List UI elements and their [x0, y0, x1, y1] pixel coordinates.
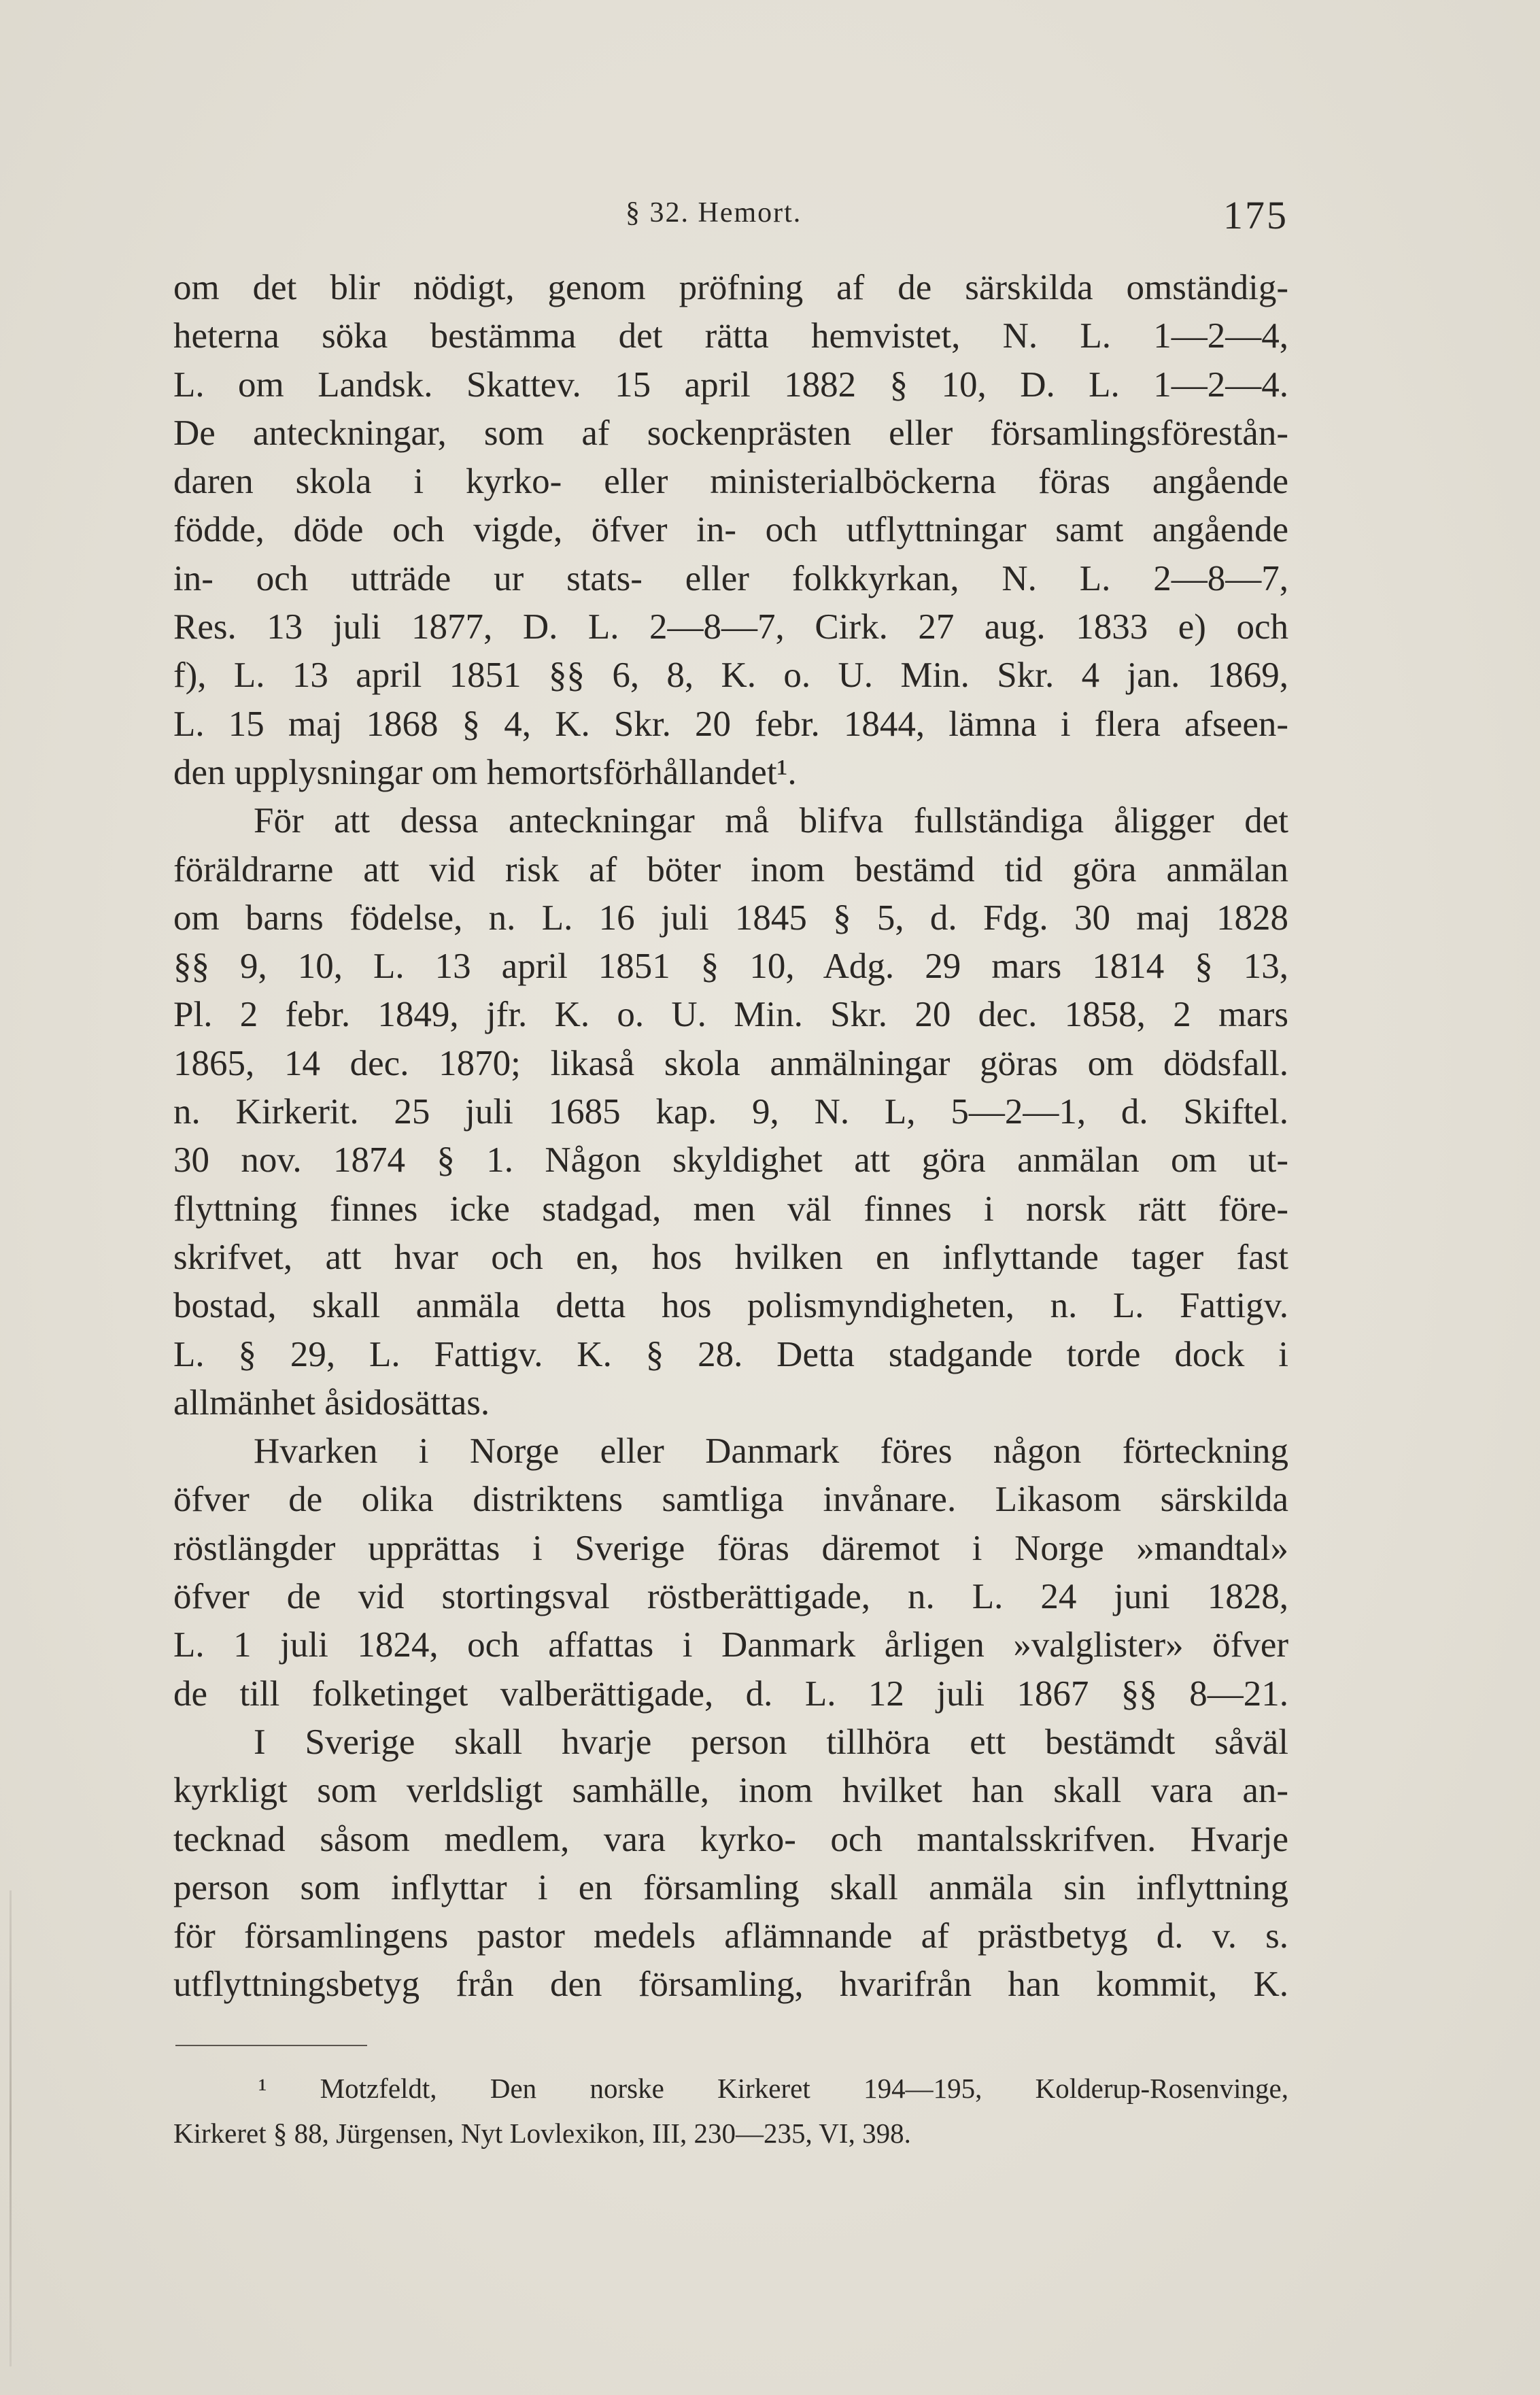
text-line: De anteckningar, som af sockenprästen eller församlingsförestån-	[173, 413, 1288, 453]
text-line: Pl. 2 febr. 1849, jfr. K. o. U. Min. Skr. 20 dec. 1858, 2 mars	[173, 995, 1288, 1035]
text-line: person som inflyttar i en församling skall anmäla sin inflyttning	[173, 1867, 1288, 1907]
page-header	[173, 187, 1288, 241]
footnote-line: ¹ Motzfeldt, Den norske Kirkeret 194—195, Kolderup-Rosenvinge,	[258, 2073, 1288, 2104]
paragraph-2	[173, 797, 1288, 1427]
text-line: heterna söka bestämma det rätta hemvistet, N. L. 1—2—4,	[173, 316, 1288, 356]
text-line: utflyttningsbetyg från den församling, hvarifrån han kommit, K.	[173, 1965, 1288, 2005]
text-line: allmänhet åsidosättas.	[173, 1382, 490, 1423]
text-line: 30 nov. 1874 § 1. Någon skyldighet att göra anmälan om ut-	[173, 1140, 1288, 1180]
body-text	[173, 264, 1288, 2009]
page-edge-shadow	[10, 1890, 12, 2366]
text-line: den upplysningar om hemortsförhållandet¹.	[173, 752, 797, 792]
text-line: flyttning finnes icke stadgad, men väl finnes i norsk rätt före-	[173, 1189, 1288, 1229]
text-line: skrifvet, att hvar och en, hos hvilken en inflyttande tager fast	[173, 1237, 1288, 1277]
text-line: öfver de olika distriktens samtliga invånare. Likasom särskilda	[173, 1480, 1288, 1520]
text-line: Hvarken i Norge eller Danmark föres någon förteckning	[254, 1431, 1288, 1472]
text-line: bostad, skall anmäla detta hos polismyndigheten, n. L. Fattigv.	[173, 1286, 1288, 1326]
text-line: öfver de vid stortingsval röstberättigade, n. L. 24 juni 1828,	[173, 1577, 1288, 1617]
text-line: kyrkligt som verldsligt samhälle, inom hvilket han skall vara an-	[173, 1771, 1288, 1811]
text-line: de till folketinget valberättigade, d. L. 12 juli 1867 §§ 8—21.	[173, 1674, 1288, 1714]
text-line: in- och utträde ur stats- eller folkkyrkan, N. L. 2—8—7,	[173, 558, 1288, 598]
paragraph-3	[173, 1427, 1288, 1718]
text-line: daren skola i kyrko- eller ministerialböckerna föras angående	[173, 462, 1288, 502]
text-line: födde, döde och vigde, öfver in- och utflyttningar samt angående	[173, 510, 1288, 550]
text-line: n. Kirkerit. 25 juli 1685 kap. 9, N. L, 5—2—1, d. Skiftel.	[173, 1092, 1288, 1132]
footnote-line: Kirkeret § 88, Jürgensen, Nyt Lovlexikon, III, 230—235, VI, 398.	[173, 2118, 911, 2149]
paragraph-1	[173, 264, 1288, 797]
text-line: Res. 13 juli 1877, D. L. 2—8—7, Cirk. 27 aug. 1833 e) och	[173, 607, 1288, 647]
footnote-rule	[175, 2045, 367, 2046]
text-line: tecknad såsom medlem, vara kyrko- och mantalsskrifven. Hvarje	[173, 1819, 1288, 1859]
text-line: I Sverige skall hvarje person tillhöra ett bestämdt såväl	[254, 1722, 1288, 1762]
text-line: om det blir nödigt, genom pröfning af de särskilda omständig-	[173, 268, 1288, 307]
text-line: L. om Landsk. Skattev. 15 april 1882 § 10, D. L. 1—2—4.	[173, 364, 1288, 405]
text-line: föräldrarne att vid risk af böter inom bestämd tid göra anmälan	[173, 849, 1288, 889]
footnote	[173, 2066, 1288, 2156]
paragraph-4	[173, 1718, 1288, 2009]
page-number: 175	[1223, 193, 1288, 237]
text-line: om barns födelse, n. L. 16 juli 1845 § 5, d. Fdg. 30 maj 1828	[173, 898, 1288, 938]
text-line: f), L. 13 april 1851 §§ 6, 8, K. o. U. Min. Skr. 4 jan. 1869,	[173, 656, 1288, 696]
text-line: L. 1 juli 1824, och affattas i Danmark årligen »valglister» öfver	[173, 1625, 1288, 1665]
text-line: För att dessa anteckningar må blifva fullständiga åligger det	[254, 801, 1288, 841]
text-line: 1865, 14 dec. 1870; likaså skola anmälningar göras om dödsfall.	[173, 1043, 1288, 1083]
text-line: röstlängder upprättas i Sverige föras däremot i Norge »mandtal»	[173, 1528, 1288, 1568]
running-head: § 32. Hemort.	[626, 197, 802, 228]
text-line: L. 15 maj 1868 § 4, K. Skr. 20 febr. 1844, lämna i flera afseen-	[173, 704, 1288, 744]
text-line: L. § 29, L. Fattigv. K. § 28. Detta stadgande torde dock i	[173, 1334, 1288, 1374]
text-line: §§ 9, 10, L. 13 april 1851 § 10, Adg. 29 mars 1814 § 13,	[173, 947, 1288, 987]
text-line: för församlingens pastor medels aflämnande af prästbetyg d. v. s.	[173, 1916, 1288, 1956]
